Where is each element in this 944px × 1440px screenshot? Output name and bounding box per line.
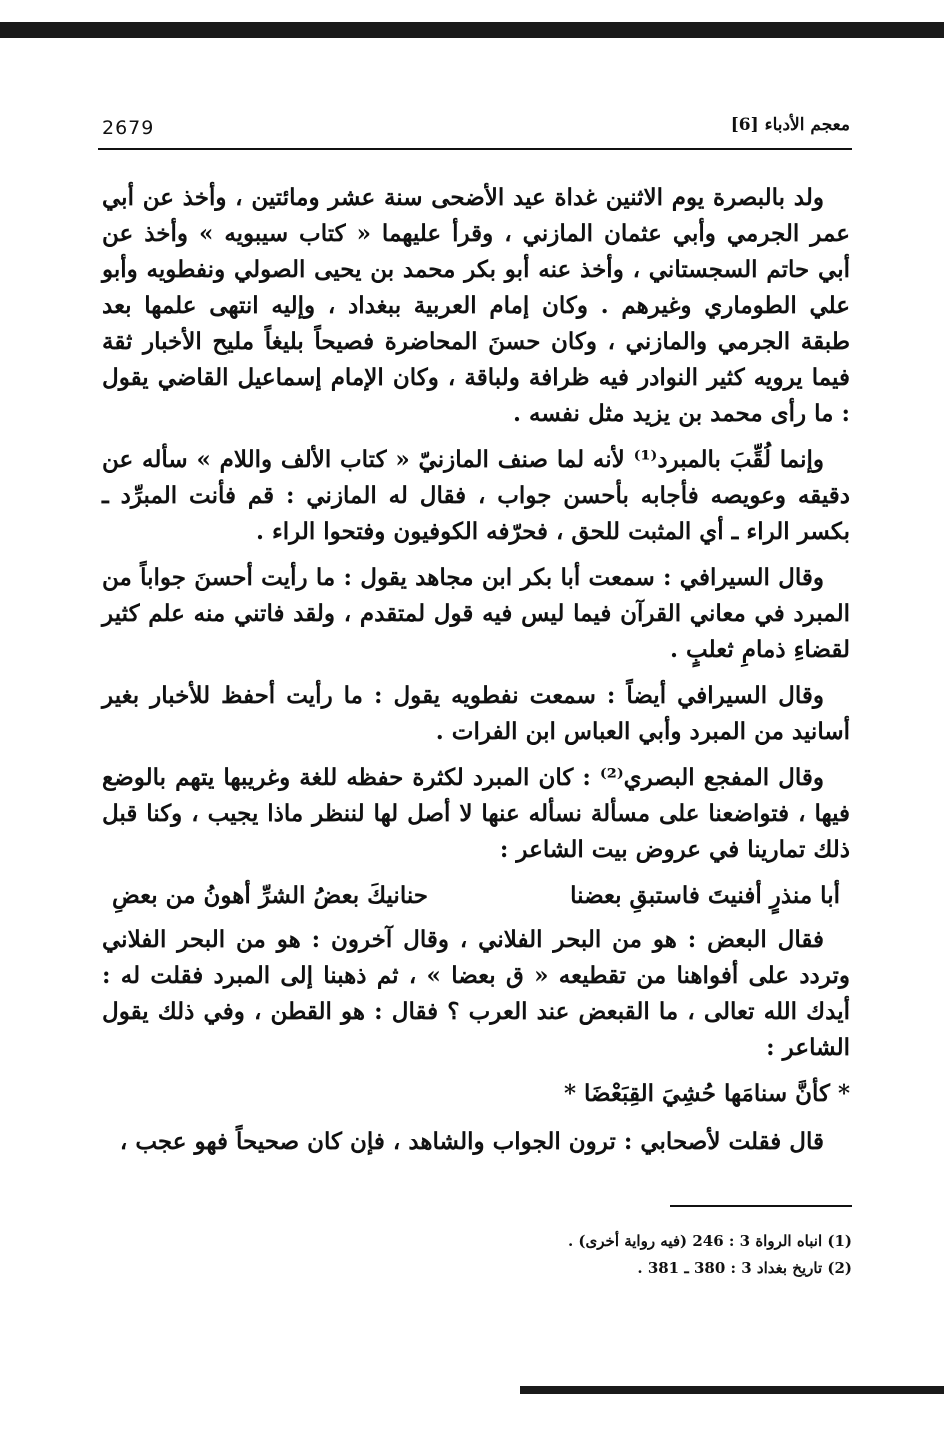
header-rule bbox=[98, 148, 852, 150]
running-head: معجم الأدباء [6] bbox=[730, 115, 850, 135]
paragraph: وقال السيرافي : سمعت أبا بكر ابن مجاهد يقول : ما رأيت أحسنَ جواباً من المبرد في معاني القرآن فيما ليس فيه قول لمتقدم ، ولقد فاتني منه علم كثير لقضاءِ ذمامِ ثعلبٍ . bbox=[102, 564, 850, 663]
paragraph: قال فقلت لأصحابي : ترون الجواب والشاهد ، فإن كان صحيحاً فهو عجب ، bbox=[119, 1128, 824, 1155]
paragraph: وقال السيرافي أيضاً : سمعت نفطويه يقول : ما رأيت أحفظ للأخبار بغير أسانيد من المبرد وأبي العباس ابن الفرات . bbox=[102, 682, 850, 745]
scan-border-bottom bbox=[520, 1386, 944, 1394]
footnotes bbox=[352, 1228, 852, 1282]
scan-border-top bbox=[0, 22, 944, 38]
footnote: (1) انباه الرواة 3 : 246 (فيه رواية أخرى) . bbox=[567, 1232, 852, 1250]
paragraph: وقال المفجع البصري⁽²⁾ : كان المبرد لكثرة حفظه للغة وغريبها يتهم بالوضع فيها ، فتواضعنا على مسألة نسأله عنها لا أصل لها لننظر ماذا يجيب ، وكنا قبل ذلك تمارينا في عروض بيت الشاعر : bbox=[102, 764, 850, 863]
main-text bbox=[102, 180, 850, 1170]
verse-first-hemistich: أبا منذرٍ أفنيتَ فاستبقِ بعضنا bbox=[570, 882, 840, 909]
footnote-rule bbox=[670, 1205, 852, 1207]
poetry-verse bbox=[102, 878, 850, 914]
paragraph: ولد بالبصرة يوم الاثنين غداة عيد الأضحى سنة عشر ومائتين ، وأخذ عن أبي عمر الجرمي وأبي عثمان المازني ، وقرأ عليهما « كتاب سيبويه » وأخذ عن أبي حاتم السجستاني ، وأخذ عنه أبو بكر محمد بن يحيى الصولي ونفطويه وأبو علي الطوماري وغيرهم . وكان إمام العربية ببغداد ، وإليه انتهى علمها بعد طبقة الجرمي والمازني ، وكان حسنَ المحاضرة فصيحاً بليغاً مليح الأخبار ثقة فيما يرويه كثير النوادر فيه ظرافة ولباقة ، وكان الإمام إسماعيل القاضي يقول : ما رأى محمد بن يزيد مثل نفسه . bbox=[102, 184, 850, 427]
page-number: 2679 bbox=[102, 117, 155, 139]
paragraph: فقال البعض : هو من البحر الفلاني ، وقال آخرون : هو من البحر الفلاني وتردد على أفواهنا من تقطيعه « ق بعضا » ، ثم ذهبنا إلى المبرد فقلت له : أيدك الله تعالى ، ما القبعض عند العرب ؟ فقال : هو القطن ، وفي ذلك يقول الشاعر : bbox=[102, 926, 850, 1061]
page-header bbox=[100, 113, 850, 147]
footnote: (2) تاريخ بغداد 3 : 380 ـ 381 . bbox=[637, 1259, 852, 1277]
poetry-hemistich: * كأنَّ سنامَها حُشِيَ القِبَعْضَا * bbox=[563, 1080, 850, 1107]
verse-second-hemistich: حنانيكَ بعضُ الشرِّ أهونُ من بعضِ bbox=[112, 882, 429, 909]
paragraph: وإنما لُقِّبَ بالمبرد⁽¹⁾ لأنه لما صنف المازنيّ « كتاب الألف واللام » سأله عن دقيقه وعويصه فأجابه بأحسن جواب ، فقال له المازني : قم فأنت المبرِّد ـ بكسر الراء ـ أي المثبت للحق ، فحرّفه الكوفيون وفتحوا الراء . bbox=[102, 446, 850, 545]
